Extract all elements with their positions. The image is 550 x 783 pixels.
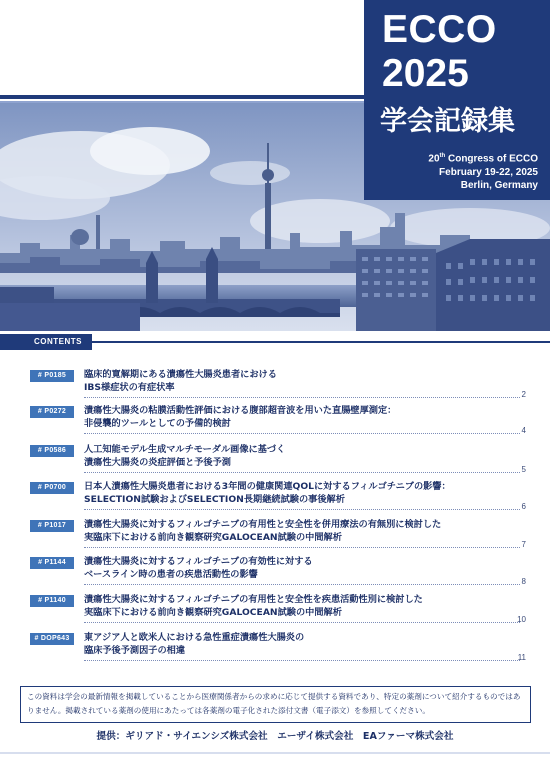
toc-title-line1: 潰瘍性大腸炎に対するフィルゴチニブの有用性と安全性を疾患活動性別に検討した	[84, 594, 423, 605]
toc-page: 5	[521, 465, 526, 474]
toc-badge: # P0586	[30, 445, 74, 457]
toc-page: 4	[521, 426, 526, 435]
congress-location: Berlin, Germany	[460, 180, 538, 192]
toc-title	[84, 518, 494, 544]
toc-badge: # P1144	[30, 557, 74, 569]
title-year: 2025	[382, 52, 469, 95]
title-block	[364, 0, 550, 200]
toc-title	[84, 404, 494, 430]
toc-title-line1: 潰瘍性大腸炎に対するフィルゴチニブの有用性と安全性を併用療法の有無別に検討した	[84, 519, 442, 530]
toc-leader	[84, 547, 520, 548]
toc-title-line1: 潰瘍性大腸炎の粘膜活動性評価における腹部超音波を用いた直腸壁厚測定：	[84, 405, 397, 416]
toc-badge: # P0272	[30, 406, 74, 418]
disclaimer-box: この資料は学会の最新情報を掲載していることから医療関係者からの求めに応じて提供する資料であり、特定の薬剤について紹介するものではありません。掲載されている薬剤の使用にあたっては各薬剤の電子化された添付文書（電子添文）を参照してください。	[20, 686, 531, 723]
toc-title-line1: 東アジア人と欧米人における急性重症潰瘍性大腸炎の	[84, 632, 305, 643]
toc-leader	[84, 584, 520, 585]
toc-leader	[84, 509, 520, 510]
toc-title-line2: 潰瘍性大腸炎の炎症評価と予後予測	[84, 457, 231, 468]
congress-line: Congress of ECCO	[447, 153, 538, 165]
toc-badge: # P1017	[30, 520, 74, 532]
toc-title-line1: 人工知能モデル生成マルチモーダル画像に基づく	[84, 444, 286, 455]
toc-title-line2: 実臨床下における前向き観察研究GALOCEAN試験の中間解析	[84, 532, 342, 543]
toc-badge: # P0185	[30, 370, 74, 382]
toc-title	[84, 443, 494, 469]
toc-page: 11	[517, 653, 526, 662]
toc-leader	[84, 397, 520, 398]
toc-page: 8	[521, 577, 526, 586]
contents-heading: CONTENTS	[0, 334, 92, 350]
toc-title	[84, 631, 494, 657]
bottom-rule	[0, 752, 550, 754]
toc-page: 10	[517, 615, 526, 624]
toc-leader	[84, 660, 520, 661]
contents-rule	[92, 341, 550, 343]
toc-title-line2: 非侵襲的ツールとしての予備的検討	[84, 418, 231, 429]
toc-title	[84, 593, 494, 619]
toc-badge: # P0700	[30, 482, 74, 494]
toc-title-line2: SELECTION試験およびSELECTION長期継続試験の事後解析	[84, 494, 345, 505]
title-proceedings: 学会記録集	[380, 106, 515, 137]
toc-page: 7	[521, 540, 526, 549]
congress-ordinal-suffix: th	[439, 153, 446, 159]
toc-title-line1: 臨床的寛解期にある潰瘍性大腸炎患者における	[84, 369, 277, 380]
toc-title	[84, 480, 494, 506]
congress-info	[428, 150, 538, 193]
toc-leader	[84, 472, 520, 473]
toc-title-line2: IBS様症状の有症状率	[84, 382, 175, 393]
header-rule	[0, 95, 364, 99]
title-ecco: ECCO	[382, 8, 497, 51]
congress-ordinal: 20	[428, 153, 440, 165]
toc-badge: # P1140	[30, 595, 74, 607]
toc-title	[84, 555, 494, 581]
toc-page: 6	[521, 502, 526, 511]
contents-header	[0, 334, 550, 350]
toc-leader	[84, 622, 520, 623]
toc-title-line1: 潰瘍性大腸炎に対するフィルゴチニブの有効性に対する	[84, 556, 313, 567]
toc-title-line2: 臨床予後予測因子の相違	[84, 645, 186, 656]
toc-title	[84, 368, 494, 394]
toc-title-line2: 実臨床下における前向き観察研究GALOCEAN試験の中間解析	[84, 607, 342, 618]
toc-title-line1: 日本人潰瘍性大腸炎患者における3年間の健康関連QOLに対するフィルゴチニブの影響：	[84, 481, 451, 492]
toc-title-line2: ベースライン時の患者の疾患活動性の影響	[84, 569, 258, 580]
sponsors-line: 提供：ギリアド・サイエンシズ株式会社 エーザイ株式会社 EAファーマ株式会社	[96, 731, 454, 742]
congress-dates: February 19-22, 2025	[439, 166, 538, 178]
toc-page: 2	[521, 390, 526, 399]
toc-badge: # DOP643	[30, 633, 74, 645]
toc-leader	[84, 433, 520, 434]
